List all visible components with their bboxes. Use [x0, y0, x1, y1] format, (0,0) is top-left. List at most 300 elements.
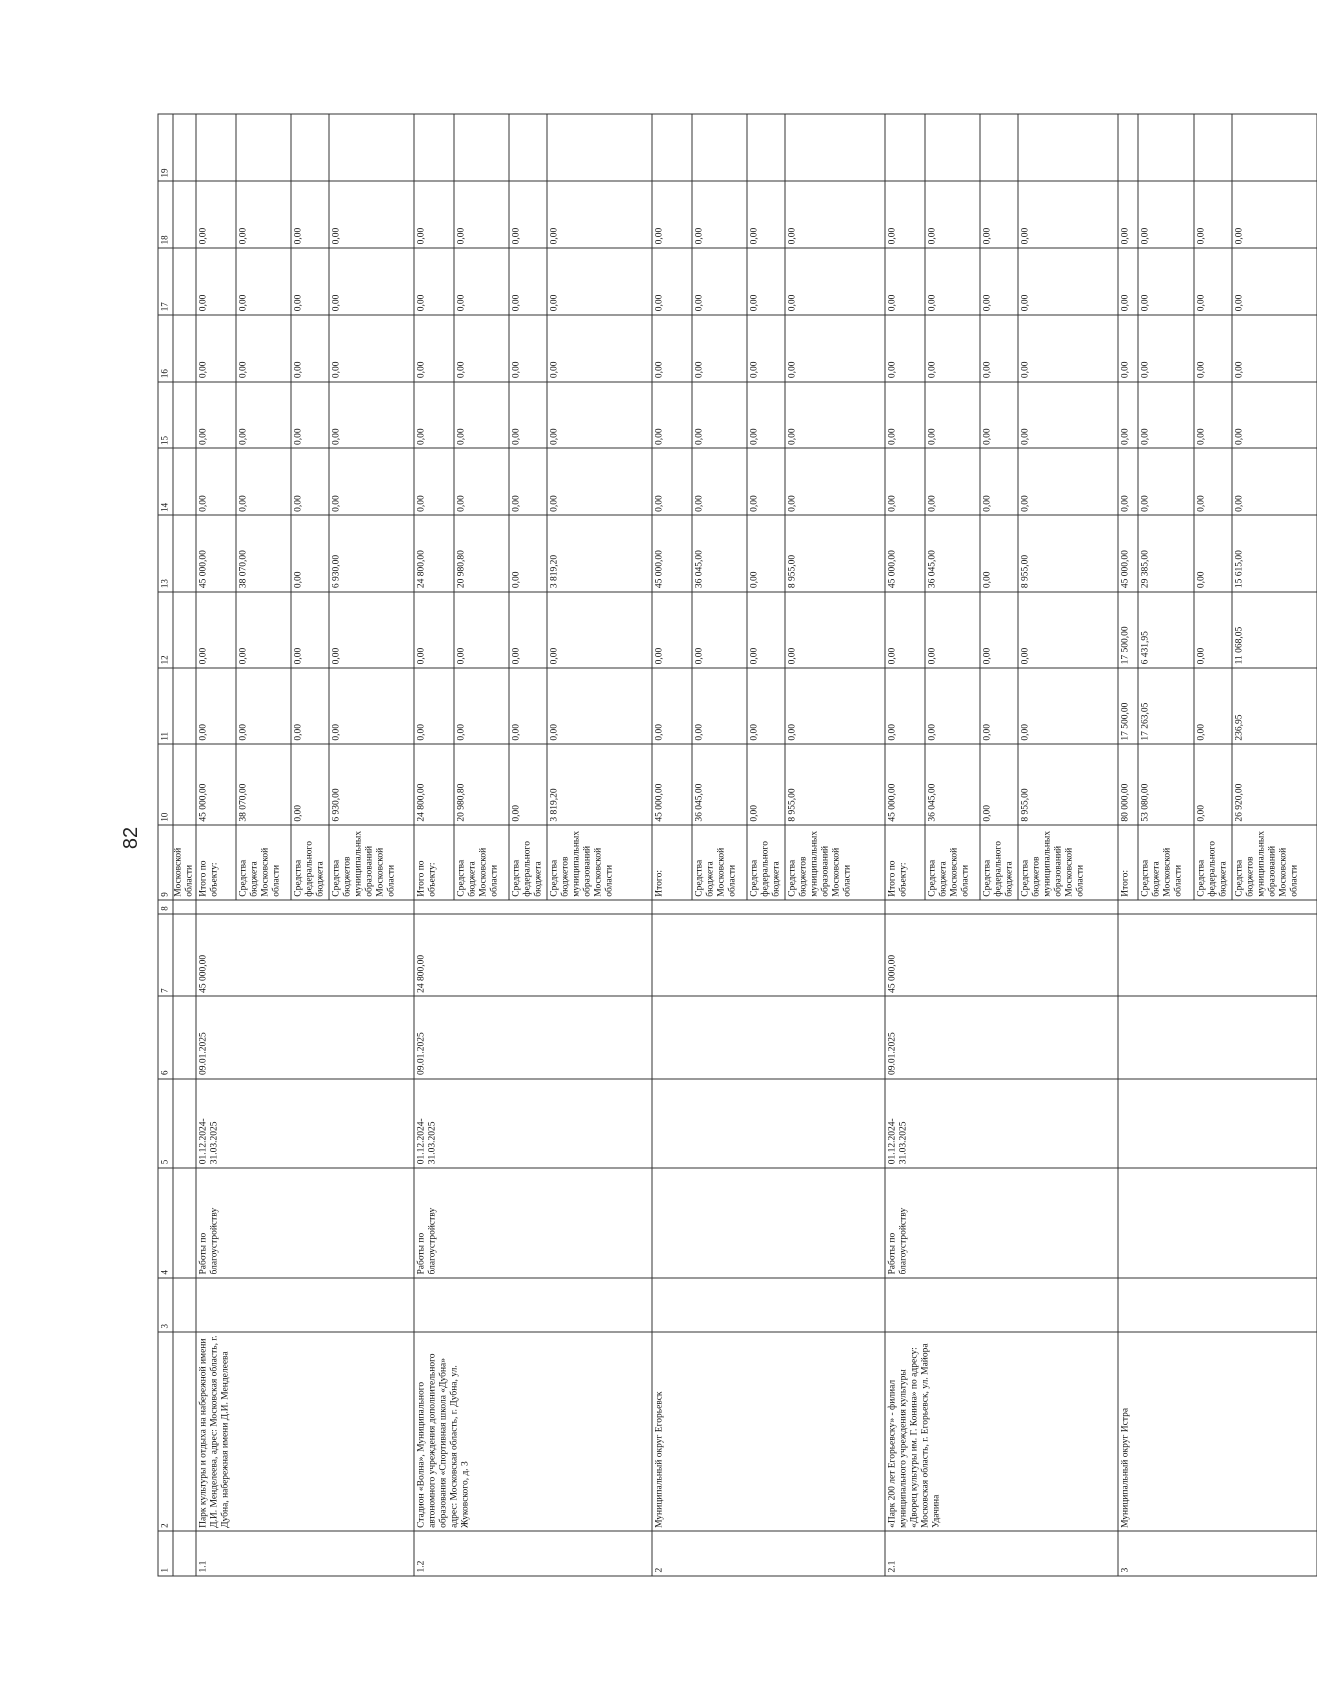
amount-cell: 0,00 [291, 515, 329, 591]
amount-cell: 0,00 [1194, 515, 1232, 591]
column-19-cell [1138, 114, 1194, 181]
amount-cell: 26 920,00 [1232, 744, 1317, 825]
amount-cell: 0,00 [196, 180, 236, 247]
amount-cell: 24 800,00 [414, 744, 454, 825]
amount-cell: 0,00 [547, 591, 652, 667]
amount-cell: 36 045,00 [925, 744, 980, 825]
carry-cell [173, 591, 196, 667]
amount-cell: 0,00 [509, 247, 547, 314]
carry-cell [173, 381, 196, 448]
amount-cell: 0,00 [1194, 314, 1232, 381]
amount-cell: 38 070,00 [236, 744, 291, 825]
amount-cell: 0,00 [652, 247, 692, 314]
amount-cell: 0,00 [1018, 667, 1118, 743]
object-cost [652, 914, 885, 996]
carry-cell [173, 448, 196, 515]
amount-cell: 0,00 [925, 381, 980, 448]
funding-source-label: Средства бюджетов муниципальных образований Московской области [1232, 825, 1317, 900]
amount-cell: 45 000,00 [652, 744, 692, 825]
amount-cell: 0,00 [291, 591, 329, 667]
amount-cell: 0,00 [236, 314, 291, 381]
funding-source-label: Итого: [652, 825, 692, 900]
amount-cell: 0,00 [1118, 381, 1138, 448]
amount-cell: 0,00 [236, 448, 291, 515]
amount-cell: 0,00 [236, 180, 291, 247]
amount-cell: 0,00 [547, 448, 652, 515]
amount-cell: 0,00 [414, 667, 454, 743]
amount-cell: 0,00 [509, 448, 547, 515]
amount-cell: 0,00 [329, 381, 414, 448]
object-cost: 24 800,00 [414, 914, 652, 996]
page-number: 82 [120, 826, 142, 850]
carry-cell [173, 247, 196, 314]
funding-source-label: Средства бюджетов муниципальных образований Московской области [1018, 825, 1118, 900]
amount-cell: 0,00 [454, 667, 509, 743]
amount-cell: 0,00 [980, 247, 1018, 314]
amount-cell: 0,00 [196, 591, 236, 667]
amount-cell: 0,00 [980, 744, 1018, 825]
amount-cell: 0,00 [980, 591, 1018, 667]
amount-cell: 0,00 [980, 515, 1018, 591]
funding-source-label: Средства бюджета Московской области [925, 825, 980, 900]
carry-cell [173, 1277, 196, 1331]
amount-cell: 0,00 [980, 314, 1018, 381]
amount-cell: 0,00 [980, 667, 1018, 743]
funding-source-label: Средства федерального бюджета [980, 825, 1018, 900]
column-number-8: 8 [158, 900, 173, 914]
amount-cell: 0,00 [785, 381, 885, 448]
funding-source-label: Итого по объекту: [885, 825, 925, 900]
table-row [196, 114, 236, 1576]
amount-cell: 0,00 [747, 744, 785, 825]
amount-cell: 0,00 [1194, 247, 1232, 314]
amount-cell: 0,00 [291, 744, 329, 825]
work-period: 01.12.2024-31.03.2025 [414, 1078, 652, 1167]
amount-cell: 0,00 [652, 591, 692, 667]
amount-cell: 0,00 [196, 448, 236, 515]
amount-cell: 0,00 [925, 247, 980, 314]
carry-cell [173, 515, 196, 591]
column-number-4: 4 [158, 1167, 173, 1277]
amount-cell: 0,00 [692, 667, 747, 743]
column-number-15: 15 [158, 381, 173, 448]
funding-source-label: Средства федерального бюджета [291, 825, 329, 900]
amount-cell: 0,00 [414, 314, 454, 381]
column-3-cell [414, 1277, 652, 1331]
object-cost: 45 000,00 [196, 914, 414, 996]
table-row [414, 114, 454, 1576]
work-type [1118, 1167, 1317, 1277]
amount-cell: 8 955,00 [785, 744, 885, 825]
amount-cell: 45 000,00 [196, 515, 236, 591]
amount-cell: 0,00 [291, 381, 329, 448]
amount-cell: 0,00 [785, 180, 885, 247]
amount-cell: 0,00 [1018, 247, 1118, 314]
carry-cell [173, 1331, 196, 1530]
column-number-3: 3 [158, 1277, 173, 1331]
amount-cell: 236,95 [1232, 667, 1317, 743]
amount-cell: 0,00 [980, 448, 1018, 515]
amount-cell: 80 000,00 [1118, 744, 1138, 825]
work-period [1118, 1078, 1317, 1167]
column-19-cell [785, 114, 885, 181]
amount-cell: 6 930,00 [329, 515, 414, 591]
amount-cell: 0,00 [1118, 247, 1138, 314]
amount-cell: 8 955,00 [1018, 744, 1118, 825]
column-19-cell [747, 114, 785, 181]
amount-cell: 17 263,05 [1138, 667, 1194, 743]
amount-cell: 0,00 [747, 247, 785, 314]
work-type: Работы по благоустройству [885, 1167, 1118, 1277]
amount-cell: 0,00 [509, 314, 547, 381]
amount-cell: 0,00 [414, 591, 454, 667]
column-number-7: 7 [158, 914, 173, 996]
amount-cell: 0,00 [509, 515, 547, 591]
object-name: Муниципальный округ Егорьевск [652, 1331, 885, 1530]
funding-source-label: Средства бюджетов муниципальных образований Московской области [329, 825, 414, 900]
column-8-cell [414, 900, 652, 914]
amount-cell: 0,00 [747, 381, 785, 448]
column-number-row [158, 114, 173, 1576]
amount-cell: 0,00 [1194, 591, 1232, 667]
amount-cell: 0,00 [1194, 667, 1232, 743]
funding-source-label: Средства бюджетов муниципальных образований Московской области [785, 825, 885, 900]
carry-cell [173, 1531, 196, 1576]
column-number-18: 18 [158, 180, 173, 247]
amount-cell: 0,00 [652, 667, 692, 743]
column-number-14: 14 [158, 448, 173, 515]
amount-cell: 36 045,00 [692, 744, 747, 825]
work-period [652, 1078, 885, 1167]
amount-cell: 0,00 [454, 180, 509, 247]
amount-cell: 0,00 [414, 247, 454, 314]
amount-cell: 0,00 [692, 180, 747, 247]
amount-cell: 45 000,00 [196, 744, 236, 825]
column-number-6: 6 [158, 996, 173, 1078]
completion-date [652, 996, 885, 1078]
column-19-cell [236, 114, 291, 181]
amount-cell: 45 000,00 [885, 744, 925, 825]
amount-cell: 0,00 [885, 448, 925, 515]
funding-source-label: Средства бюджетов муниципальных образований Московской области [547, 825, 652, 900]
amount-cell: 0,00 [236, 591, 291, 667]
column-8-cell [1118, 900, 1317, 914]
column-19-cell [1232, 114, 1317, 181]
carry-cell [173, 1078, 196, 1167]
column-8-cell [885, 900, 1118, 914]
amount-cell: 0,00 [509, 744, 547, 825]
amount-cell: 0,00 [747, 515, 785, 591]
column-19-cell [925, 114, 980, 181]
amount-cell: 0,00 [692, 247, 747, 314]
amount-cell: 0,00 [1138, 381, 1194, 448]
column-19-cell [1118, 114, 1138, 181]
funding-source-label: Итого по объекту: [414, 825, 454, 900]
amount-cell: 0,00 [291, 448, 329, 515]
funding-source-label: Средства федерального бюджета [747, 825, 785, 900]
amount-cell: 0,00 [1138, 247, 1194, 314]
column-19-cell [1018, 114, 1118, 181]
column-19-cell [291, 114, 329, 181]
amount-cell: 0,00 [1194, 381, 1232, 448]
object-cost: 45 000,00 [885, 914, 1118, 996]
amount-cell: 0,00 [547, 247, 652, 314]
amount-cell: 0,00 [329, 314, 414, 381]
column-number-11: 11 [158, 667, 173, 743]
amount-cell: 20 980,80 [454, 744, 509, 825]
column-number-5: 5 [158, 1078, 173, 1167]
amount-cell: 0,00 [414, 381, 454, 448]
amount-cell: 0,00 [980, 180, 1018, 247]
amount-cell: 45 000,00 [1118, 515, 1138, 591]
amount-cell: 0,00 [885, 591, 925, 667]
completion-date [1118, 996, 1317, 1078]
column-number-9: 9 [158, 825, 173, 900]
amount-cell: 0,00 [785, 314, 885, 381]
amount-cell: 8 955,00 [1018, 515, 1118, 591]
column-number-19: 19 [158, 114, 173, 181]
amount-cell: 0,00 [1138, 180, 1194, 247]
amount-cell: 0,00 [1118, 180, 1138, 247]
amount-cell: 0,00 [291, 180, 329, 247]
amount-cell: 0,00 [414, 180, 454, 247]
completion-date: 09.01.2025 [885, 996, 1118, 1078]
amount-cell: 36 045,00 [692, 515, 747, 591]
amount-cell: 29 385,00 [1138, 515, 1194, 591]
object-name: Парк культуры и отдыха на набережной имени Д.И. Менделеева, адрес: Московская область, г. Дубна, набережная имени Д.И. Менделеева [196, 1331, 414, 1530]
amount-cell: 0,00 [925, 180, 980, 247]
amount-cell: 0,00 [785, 591, 885, 667]
amount-cell: 0,00 [785, 247, 885, 314]
amount-cell: 24 800,00 [414, 515, 454, 591]
completion-date: 09.01.2025 [196, 996, 414, 1078]
amount-cell: 0,00 [1118, 314, 1138, 381]
amount-cell: 0,00 [747, 591, 785, 667]
table-body [158, 114, 1317, 1576]
carry-cell [173, 314, 196, 381]
funding-source-label: Итого: [1118, 825, 1138, 900]
amount-cell: 0,00 [454, 591, 509, 667]
object-name: «Парк 200 лет Егорьевску» - филиал муниципального учреждения культуры «Дворец культуры им. Г. Конина» по адресу: Московская область, г. Егорьевск, ул. Майора Удачина [885, 1331, 1118, 1530]
amount-cell: 0,00 [747, 448, 785, 515]
item-number: 3 [1118, 1531, 1317, 1576]
amount-cell: 0,00 [1232, 381, 1317, 448]
amount-cell: 0,00 [291, 247, 329, 314]
column-19-cell [196, 114, 236, 181]
amount-cell: 0,00 [547, 314, 652, 381]
work-type: Работы по благоустройству [414, 1167, 652, 1277]
object-cost [1118, 914, 1317, 996]
amount-cell: 0,00 [509, 381, 547, 448]
table-row [885, 114, 925, 1576]
amount-cell: 6 431,95 [1138, 591, 1194, 667]
amount-cell: 0,00 [1232, 180, 1317, 247]
amount-cell: 0,00 [1018, 591, 1118, 667]
column-number-13: 13 [158, 515, 173, 591]
column-3-cell [885, 1277, 1118, 1331]
amount-cell: 0,00 [885, 667, 925, 743]
amount-cell: 0,00 [652, 180, 692, 247]
amount-cell: 3 819,20 [547, 515, 652, 591]
column-number-1: 1 [158, 1531, 173, 1576]
amount-cell: 15 615,00 [1232, 515, 1317, 591]
amount-cell: 45 000,00 [885, 515, 925, 591]
column-19-cell [547, 114, 652, 181]
amount-cell: 0,00 [1194, 180, 1232, 247]
amount-cell: 53 080,00 [1138, 744, 1194, 825]
amount-cell: 11 068,05 [1232, 591, 1317, 667]
amount-cell: 0,00 [692, 591, 747, 667]
carry-cell [173, 900, 196, 914]
amount-cell: 0,00 [414, 448, 454, 515]
carry-cell [173, 996, 196, 1078]
amount-cell: 0,00 [236, 247, 291, 314]
column-19-cell [692, 114, 747, 181]
work-period: 01.12.2024-31.03.2025 [196, 1078, 414, 1167]
column-3-cell [652, 1277, 885, 1331]
amount-cell: 0,00 [1232, 448, 1317, 515]
amount-cell: 0,00 [1194, 744, 1232, 825]
amount-cell: 0,00 [925, 448, 980, 515]
amount-cell: 0,00 [509, 667, 547, 743]
object-name: Муниципальный округ Истра [1118, 1331, 1317, 1530]
column-number-2: 2 [158, 1331, 173, 1530]
amount-cell: 0,00 [454, 381, 509, 448]
amount-cell: 0,00 [1138, 314, 1194, 381]
amount-cell: 0,00 [509, 180, 547, 247]
column-19-cell [454, 114, 509, 181]
amount-cell: 0,00 [547, 667, 652, 743]
item-number: 1.1 [196, 1531, 414, 1576]
amount-cell: 0,00 [196, 314, 236, 381]
amount-cell: 0,00 [652, 381, 692, 448]
carry-cell [173, 667, 196, 743]
amount-cell: 0,00 [236, 381, 291, 448]
work-type: Работы по благоустройству [196, 1167, 414, 1277]
carry-cell [173, 744, 196, 825]
column-19-cell [414, 114, 454, 181]
amount-cell: 0,00 [329, 591, 414, 667]
item-number: 1.2 [414, 1531, 652, 1576]
column-number-16: 16 [158, 314, 173, 381]
rotated-table-wrapper [157, 113, 1299, 1576]
funding-source-label: Средства федерального бюджета [509, 825, 547, 900]
amount-cell: 0,00 [547, 180, 652, 247]
carry-cell [173, 1167, 196, 1277]
amount-cell: 0,00 [925, 667, 980, 743]
amount-cell: 0,00 [885, 381, 925, 448]
column-number-10: 10 [158, 744, 173, 825]
amount-cell: 0,00 [885, 314, 925, 381]
amount-cell: 17 500,00 [1118, 667, 1138, 743]
column-19-cell [329, 114, 414, 181]
table-row [652, 114, 692, 1576]
amount-cell: 0,00 [652, 314, 692, 381]
funding-source-label: Итого по объекту: [196, 825, 236, 900]
column-19-cell [509, 114, 547, 181]
amount-cell: 45 000,00 [652, 515, 692, 591]
amount-cell: 0,00 [925, 314, 980, 381]
amount-cell: 0,00 [747, 667, 785, 743]
completion-date: 09.01.2025 [414, 996, 652, 1078]
work-type [652, 1167, 885, 1277]
funding-source-label: Средства бюджета Московской области [1138, 825, 1194, 900]
column-19-cell [1194, 114, 1232, 181]
amount-cell: 0,00 [1232, 314, 1317, 381]
column-19-cell [980, 114, 1018, 181]
amount-cell: 17 500,00 [1118, 591, 1138, 667]
amount-cell: 0,00 [329, 180, 414, 247]
amount-cell: 0,00 [329, 247, 414, 314]
amount-cell: 0,00 [454, 314, 509, 381]
amount-cell: 0,00 [1018, 448, 1118, 515]
carryover-row [173, 114, 196, 1576]
column-8-cell [652, 900, 885, 914]
amount-cell: 0,00 [1018, 314, 1118, 381]
funding-source-label: Средства бюджета Московской области [454, 825, 509, 900]
amount-cell: 0,00 [291, 667, 329, 743]
funding-source-label: Средства бюджета Московской области [692, 825, 747, 900]
amount-cell: 0,00 [454, 448, 509, 515]
amount-cell: 0,00 [652, 448, 692, 515]
amount-cell: 0,00 [196, 247, 236, 314]
amount-cell: 20 980,80 [454, 515, 509, 591]
amount-cell: 0,00 [980, 381, 1018, 448]
column-3-cell [1118, 1277, 1317, 1331]
column-number-17: 17 [158, 247, 173, 314]
amount-cell: 0,00 [785, 667, 885, 743]
item-number: 2 [652, 1531, 885, 1576]
amount-cell: 0,00 [747, 314, 785, 381]
funding-source-label: Средства федерального бюджета [1194, 825, 1232, 900]
carryover-label: Московской области [173, 825, 196, 900]
amount-cell: 0,00 [885, 180, 925, 247]
amount-cell: 0,00 [329, 667, 414, 743]
column-19-cell [652, 114, 692, 181]
object-name: Стадион «Волна», Муниципального автономного учреждения дополнительного образования «Спортивная школа «Дубна» адрес: Московская область, г. Дубна, ул. Жуковского, д. 3 [414, 1331, 652, 1530]
amount-cell: 0,00 [1232, 247, 1317, 314]
amount-cell: 0,00 [925, 591, 980, 667]
column-8-cell [196, 900, 414, 914]
table-row [1118, 114, 1138, 1576]
amount-cell: 0,00 [885, 247, 925, 314]
item-number: 2.1 [885, 1531, 1118, 1576]
amount-cell: 0,00 [692, 448, 747, 515]
amount-cell: 0,00 [547, 381, 652, 448]
amount-cell: 0,00 [747, 180, 785, 247]
amount-cell: 6 930,00 [329, 744, 414, 825]
work-period: 01.12.2024-31.03.2025 [885, 1078, 1118, 1167]
amount-cell: 0,00 [236, 667, 291, 743]
column-3-cell [196, 1277, 414, 1331]
column-19-cell [885, 114, 925, 181]
amount-cell: 0,00 [1018, 180, 1118, 247]
amount-cell: 0,00 [1194, 448, 1232, 515]
column-number-12: 12 [158, 591, 173, 667]
amount-cell: 0,00 [1138, 448, 1194, 515]
amount-cell: 0,00 [291, 314, 329, 381]
amount-cell: 0,00 [785, 448, 885, 515]
amount-cell: 0,00 [196, 667, 236, 743]
carry-cell [173, 114, 196, 181]
carry-cell [173, 180, 196, 247]
amount-cell: 0,00 [1118, 448, 1138, 515]
amount-cell: 38 070,00 [236, 515, 291, 591]
amount-cell: 0,00 [692, 381, 747, 448]
financing-table [157, 113, 1317, 1576]
amount-cell: 0,00 [454, 247, 509, 314]
amount-cell: 0,00 [509, 591, 547, 667]
